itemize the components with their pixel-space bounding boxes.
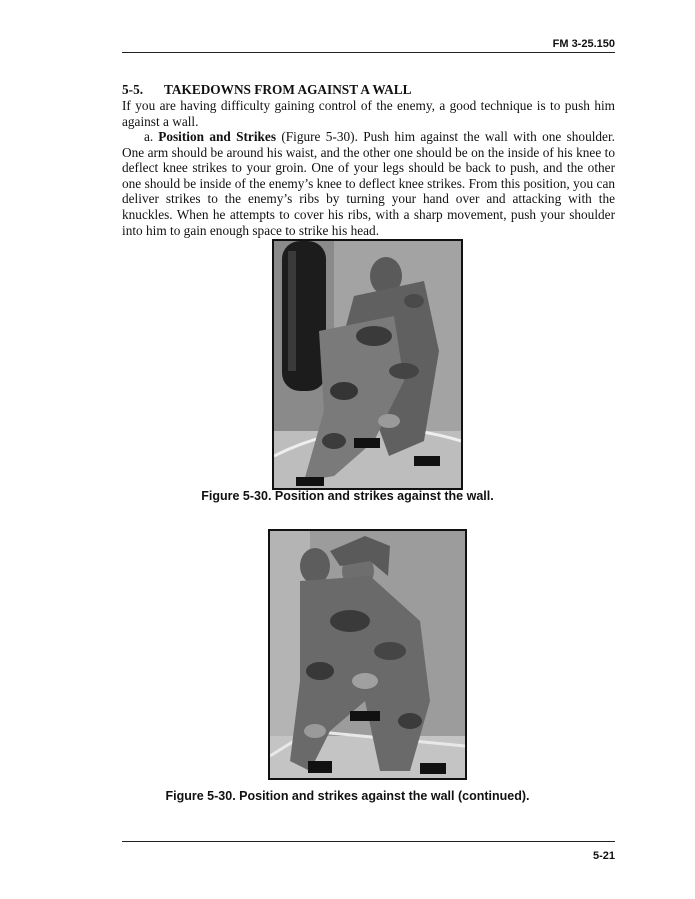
figure-photo-2 — [268, 529, 467, 780]
page-number: 5-21 — [592, 850, 615, 862]
paragraph-a-indent — [122, 129, 144, 144]
paragraph-a — [122, 129, 615, 238]
paragraph-a-text: (Figure 5-30). Push him against the wall with one shoulder. One arm should be around his waist, and the other one should be on the inside of his knee to deflect knee strikes to your groin. One of your legs should be back to push, and the other one should be inside of the enemy’s knee to deflect knee strikes. From this position, you can deliver strikes to the enemy’s ribs by turning your hand over and attacking with the knuckles. When he attempts to cover his ribs, with a sharp movement, push your shoulder into him to gain enough space to strike his head. — [122, 129, 615, 238]
header-doc-id: FM 3-25.150 — [552, 38, 615, 50]
figure-caption-2: Figure 5-30. Position and strikes against the wall (continued). — [165, 789, 530, 803]
figure-caption-1: Figure 5-30. Position and strikes against the wall. — [201, 489, 494, 503]
section-heading — [122, 82, 412, 98]
figure-photo-1-graphic — [274, 241, 461, 488]
header-rule — [122, 52, 615, 53]
footer-rule — [122, 841, 615, 842]
intro-paragraph: If you are having difficulty gaining control of the enemy, a good technique is to push him against a wall. — [122, 98, 615, 129]
figure-photo-1 — [272, 239, 463, 490]
figure-photo-2-graphic — [270, 531, 465, 778]
paragraph-a-lead: Position and Strikes — [158, 129, 276, 144]
section-number: 5-5. — [122, 82, 144, 97]
section-title: TAKEDOWNS FROM AGAINST A WALL — [164, 82, 412, 97]
paragraph-a-label: a. — [144, 129, 154, 144]
